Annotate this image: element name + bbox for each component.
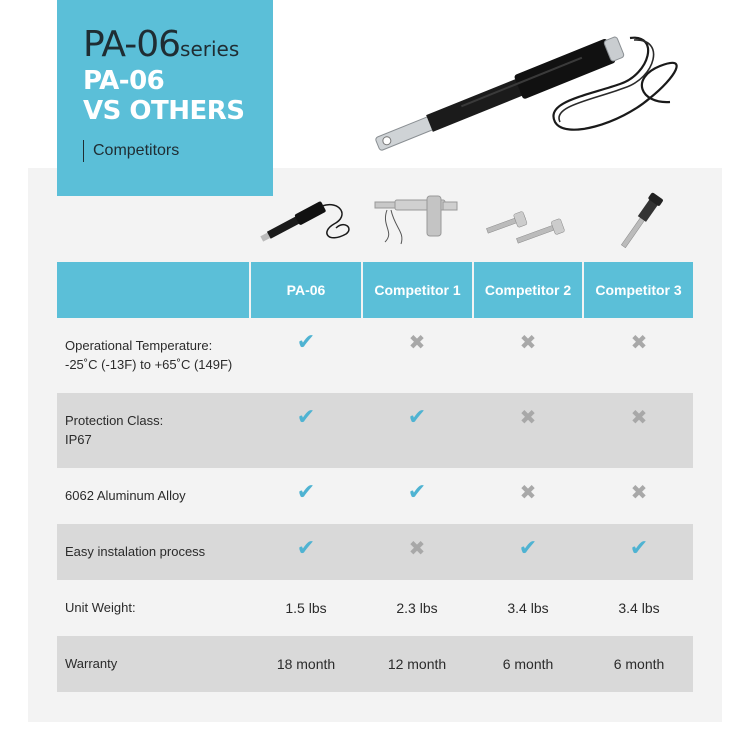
weight-value: 2.3 lbs bbox=[396, 600, 438, 616]
cross-icon: ✖ bbox=[630, 330, 648, 354]
row-label: 6062 Aluminum Alloy bbox=[65, 488, 186, 503]
weight-value: 3.4 lbs bbox=[618, 600, 660, 616]
cross-icon: ✖ bbox=[519, 480, 537, 504]
check-icon: ✔ bbox=[296, 479, 316, 505]
vs-line-2: VS OTHERS bbox=[83, 96, 245, 126]
title-box bbox=[57, 0, 273, 196]
cross-icon: ✖ bbox=[519, 330, 537, 354]
row-label-line: IP67 bbox=[65, 432, 92, 447]
cross-icon: ✖ bbox=[630, 405, 648, 429]
vs-line-1: PA-06 bbox=[83, 66, 165, 96]
check-icon: ✔ bbox=[629, 535, 649, 561]
row-label bbox=[65, 411, 163, 449]
check-icon: ✔ bbox=[407, 479, 427, 505]
row-label-line: Operational Temperature: bbox=[65, 338, 213, 353]
column-header-competitor-2: Competitor 2 bbox=[474, 262, 582, 318]
pa06-thumbnail bbox=[250, 192, 360, 252]
warranty-value: 18 month bbox=[276, 656, 336, 672]
column-header-competitor-1: Competitor 1 bbox=[363, 262, 472, 318]
row-label-line: -25˚C (-13F) to +65˚C (149F) bbox=[65, 357, 233, 372]
row-label: Warranty bbox=[65, 656, 118, 671]
column-header-pa06: PA-06 bbox=[251, 262, 361, 318]
hero-actuator-image bbox=[330, 14, 730, 154]
check-icon: ✔ bbox=[407, 404, 427, 430]
weight-value: 3.4 lbs bbox=[507, 600, 549, 616]
check-icon: ✔ bbox=[518, 535, 538, 561]
cross-icon: ✖ bbox=[519, 405, 537, 429]
cross-icon: ✖ bbox=[408, 536, 426, 560]
row-label: Easy instalation process bbox=[65, 544, 206, 559]
series-title bbox=[83, 24, 239, 65]
cross-icon: ✖ bbox=[630, 480, 648, 504]
check-icon: ✔ bbox=[296, 535, 316, 561]
column-header-competitor-3: Competitor 3 bbox=[584, 262, 693, 318]
row-label bbox=[65, 336, 232, 374]
check-icon: ✔ bbox=[296, 404, 316, 430]
competitor-3-thumbnail bbox=[586, 192, 696, 252]
row-label-line: Protection Class: bbox=[65, 413, 164, 428]
check-icon: ✔ bbox=[296, 329, 316, 355]
warranty-value: 6 month bbox=[613, 656, 665, 672]
series-sub: series bbox=[180, 37, 240, 61]
header-blank-cell bbox=[57, 262, 249, 318]
competitor-2-thumbnail bbox=[476, 192, 586, 252]
weight-value: 1.5 lbs bbox=[285, 600, 327, 616]
warranty-value: 12 month bbox=[387, 656, 447, 672]
competitor-1-thumbnail bbox=[365, 192, 475, 252]
warranty-value: 6 month bbox=[502, 656, 554, 672]
series-main: PA-06 bbox=[83, 24, 181, 65]
cross-icon: ✖ bbox=[408, 330, 426, 354]
competitors-label: Competitors bbox=[83, 140, 179, 162]
row-label: Unit Weight: bbox=[65, 600, 136, 615]
